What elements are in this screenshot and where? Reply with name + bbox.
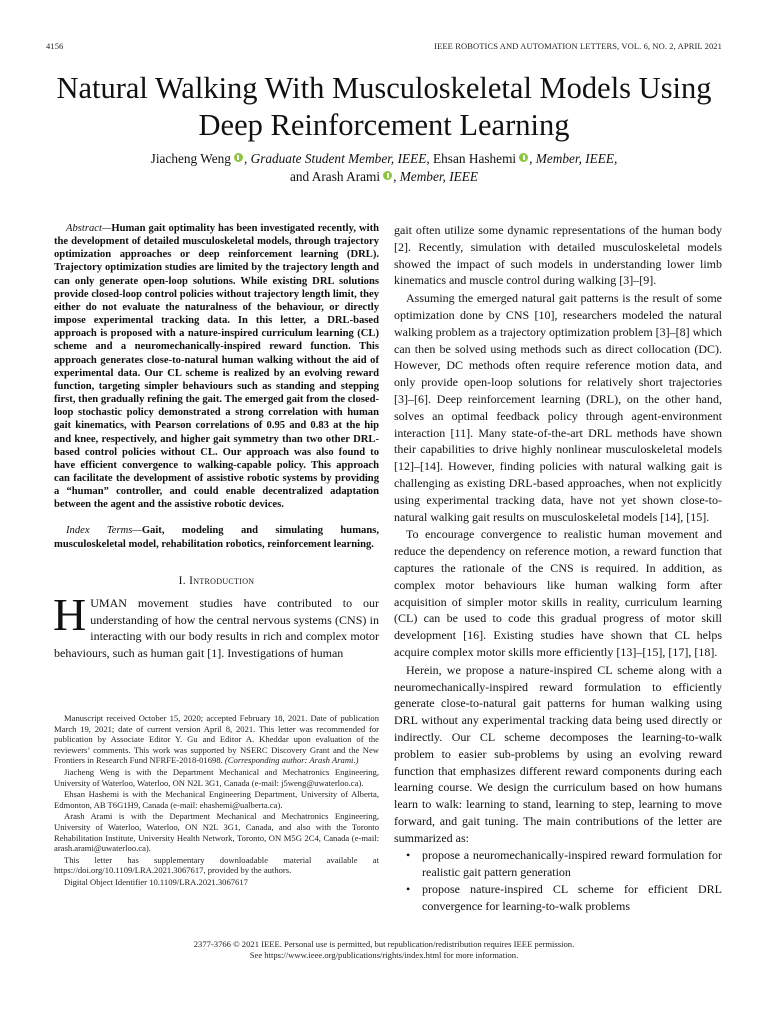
page-number: 4156 xyxy=(46,41,64,51)
footnote-manuscript xyxy=(54,713,379,766)
index-terms xyxy=(54,524,379,550)
footnote-corresponding: (Corresponding author: Arash Arami.) xyxy=(224,755,359,766)
paragraph-curriculum: To encourage convergence to realistic human movement and reduce the dependency on reference motion, a reward function that captures the rationale of the CNS is required. In addition, as complex motor behaviours like human walking form after acquisition of simpler motor skills in reality, curriculum learning (CL) can be used to code this gradual progress of motor skill development [16]. Existing studies have shown that CL helps acquire complex motor skills more efficiently [13]–[15], [17], [18]. xyxy=(394,527,722,659)
contributions-list xyxy=(394,847,722,914)
permissions-link[interactable]: See https://www.ieee.org/publications/rights/index.html for more information. xyxy=(249,950,519,960)
abstract-label: Abstract— xyxy=(66,223,112,234)
paper-title xyxy=(30,70,738,144)
footnote-doi: Digital Object Identifier 10.1109/LRA.2021.3067617 xyxy=(64,876,248,887)
author-name-weng: Jiacheng Weng xyxy=(150,151,231,166)
orcid-icon[interactable] xyxy=(383,171,392,180)
abstract-text: Human gait optimality has been investigated recently, with the development of detailed musculoskeletal models, through trajectory optimization approaches or deep reinforcement learning (DRL). Trajectory optimization studies are limited by the trajectory length and can only generate open-loop solutions. While existing DRL solutions provide closed-loop control policies without trajectory length limit, they either do not evaluate the naturalness of the behaviour, or directly impose experimental tracking data. In this letter, a DRL-based approach is proposed with a nature-inspired curriculum learning (CL) scheme and a neuromechanically-inspired reward function. This approach generates close-to-natural human walking without the aid of experimental data. Our CL scheme is realized by an evolving reward function, targeting simpler behaviours such as standing and stepping first, then gradually refining the gait. The emerged gait from the closed-loop stochastic policy demonstrated a strong correlation with human gait kinematics, with Pearson correlations of 0.95 and 0.83 at the hip and knee, respectively, and higher gait symmetry than two other DRL-based control policies without CL. Our approach was also found to have efficient convergence to walking-capable policy. This approach can facilitate the development of assistive robotic systems by providing a “human” controller, and could enable decentralized adaptation between the agent and the assistive robotic devices. xyxy=(54,223,379,511)
author-role-hashemi: , Member, IEEE, xyxy=(529,151,618,166)
author-role-weng: , Graduate Student Member, IEEE, xyxy=(243,151,430,166)
index-terms-text: Gait, modeling and simulating humans, musculoskeletal model, rehabilitation robotics, reinforcement learning. xyxy=(54,525,379,550)
paragraph-continued: gait often utilize some dynamic representations of the human body [2]. Recently, simulation with detailed musculoskeletal models showed the impact of such models in understanding lower limb kinematics and muscle control during walking [3]–[9]. xyxy=(394,223,722,288)
footnote-weng: Jiacheng Weng is with the Department Mechanical and Mechatronics Engineering, University of Waterloo, Waterloo, ON N2L 3G1, Canada (e-mail: j5weng@uwaterloo.ca). xyxy=(54,766,379,788)
right-column xyxy=(394,222,722,915)
intro-paragraph xyxy=(53,588,379,662)
contribution-text: propose a neuromechanically-inspired reward formulation for realistic gait pattern generation xyxy=(422,848,722,880)
orcid-icon[interactable] xyxy=(234,153,243,162)
title-line-1: Natural Walking With Musculoskeletal Models Using xyxy=(56,71,712,105)
author-line-1 xyxy=(40,150,728,168)
section-number: I. xyxy=(178,574,190,587)
footnotes xyxy=(54,713,379,889)
index-terms-label: Index Terms— xyxy=(66,525,142,537)
bullet-icon: • xyxy=(406,848,411,863)
author-line-2 xyxy=(40,168,728,186)
paragraph-optimization: Assuming the emerged natural gait patterns is the result of some optimization done by CNS [10], researchers modeled the natural walking problem as a trajectory optimization problem [3]–[8] which can then be solved using methods such as direct collocation (DC). However, DC methods often require reference motion data, and only provide open-loop solutions for relatively short trajectories [3]–[6]. Deep reinforcement learning (DRL), on the other hand, solves an optimal feedback policy through agent-environment interaction [11]. Many state-of-the-art DRL methods have shown their capabilities to drive highly nonlinear musculoskeletal models [12]–[14]. However, finding policies with natural walking gait is challenging as existing DRL-based approaches, when not explicitly using experimental tracking data, have not yet shown close-to-natural walking gait results on musculoskeletal models [14], [15]. xyxy=(394,291,722,524)
section-heading-introduction xyxy=(54,575,379,587)
copyright-line: 2377-3766 © 2021 IEEE. Personal use is permitted, but republication/redistribution requires IEEE permission. xyxy=(193,939,575,949)
footnote-manuscript-text: Manuscript received October 15, 2020; accepted February 18, 2021. Date of publication March 19, 2021; date of current version April 8, 2021. This letter was recommended for publication by Associate Editor Y. Gu and Editor A. Kheddar upon evaluation of the reviewers’ comments. This work was supported by NSERC Discovery Grant and the New Frontiers in Research Fund NFRFE-2018-01698. xyxy=(54,713,379,766)
section-title: Introduction xyxy=(189,574,255,587)
footnote-hashemi: Ehsan Hashemi is with the Mechanical Engineering Department, University of Alberta, Edmonton, AB T6G1H9, Canada (e-mail: ehashemi@ualberta.ca). xyxy=(54,789,379,810)
contribution-item xyxy=(406,847,722,881)
copyright-footer xyxy=(0,939,768,961)
title-line-2: Deep Reinforcement Learning xyxy=(198,108,570,142)
drop-cap: H xyxy=(53,588,87,640)
journal-header: IEEE ROBOTICS AND AUTOMATION LETTERS, VOL. 6, NO. 2, APRIL 2021 xyxy=(434,41,722,51)
author-role-arami: , Member, IEEE xyxy=(393,169,479,184)
author-name-arami: and Arash Arami xyxy=(289,169,381,184)
author-name-hashemi: Ehsan Hashemi xyxy=(433,151,517,166)
intro-text: movement studies have contributed to our understanding of how the central nervous systems (CNS) in interacting with our body results in rich and complex motor behaviours, such as human gait [1]. Investigations of human xyxy=(54,595,379,661)
left-column xyxy=(54,222,379,662)
footnote-supplementary: This letter has supplementary downloadable material available at https://doi.org/10.1109/LRA.2021.3067617, provided by the authors. xyxy=(54,854,379,876)
bullet-icon: • xyxy=(406,882,411,897)
drop-cap-rest: UMAN xyxy=(90,595,127,610)
abstract xyxy=(54,222,379,511)
contribution-item xyxy=(406,881,722,915)
footnote-arami: Arash Arami is with the Department Mechanical and Mechatronics Engineering, University of Waterloo, Waterloo, ON N2L 3G1, Canada, and also with the Toronto Rehabilitation Institute, University Health Network, Toronto, ON M5G 2C4, Canada (e-mail: arash.arami@uwaterloo.ca). xyxy=(54,811,379,854)
contribution-text: propose nature-inspired CL scheme for efficient DRL convergence for learning-to-walk problems xyxy=(422,882,722,913)
orcid-icon[interactable] xyxy=(519,153,528,162)
author-list xyxy=(40,150,728,186)
paragraph-proposal: Herein, we propose a nature-inspired CL scheme along with a neuromechanically-inspired reward formulation to efficiently generate close-to-natural gait patterns for human walking using DRL without any experimental tracking data being used directly or indirectly. Our CL scheme decomposes the learning-to-walk problem to easier sub-problems by using an evolving reward function that emphasizes different reward components during each learning course. We design the curriculum based on how humans learn to walk: learning to stand, learning to step, learning to move forward, and gait tuning. The main contributions of the letter are summarized as: xyxy=(394,662,722,845)
